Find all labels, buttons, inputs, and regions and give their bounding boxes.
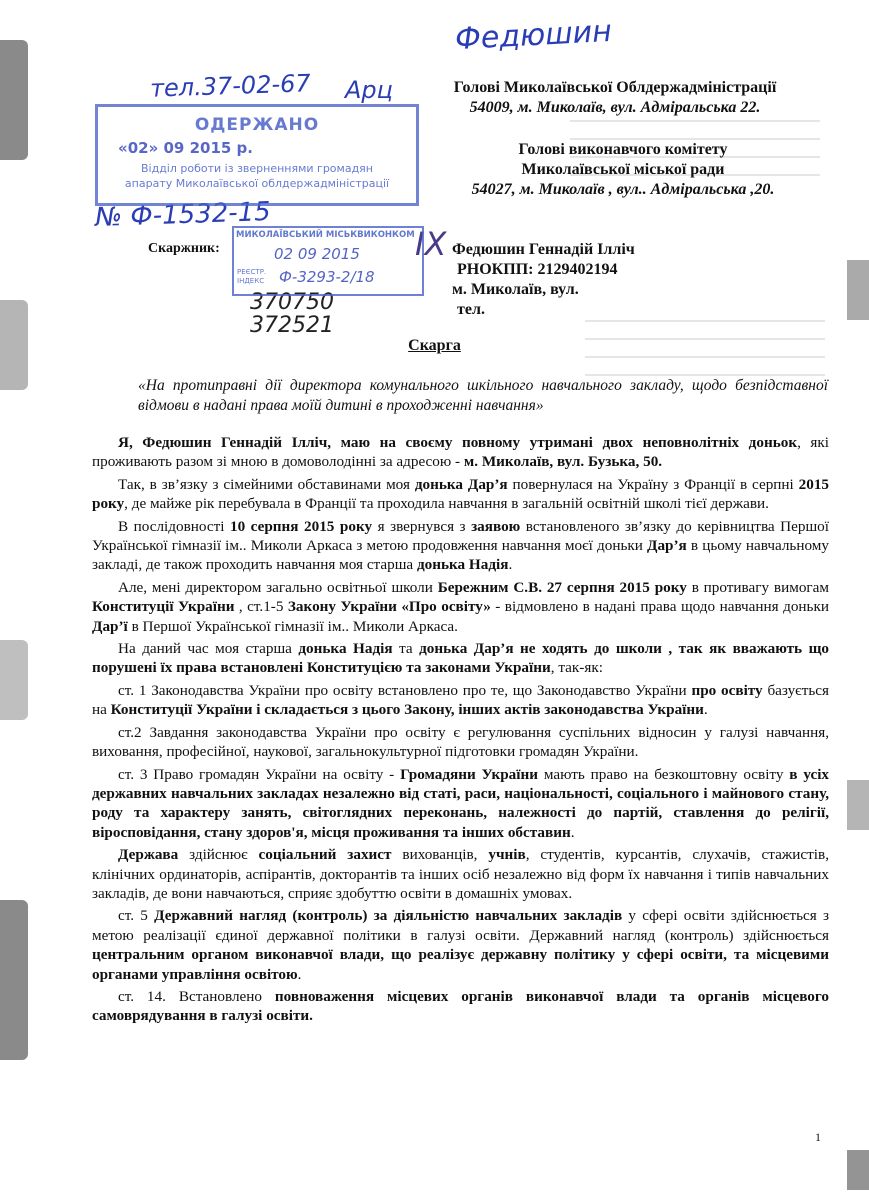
title-text: Скарга	[408, 337, 461, 354]
handwritten-number-1: 370750	[250, 290, 334, 315]
handwritten-name: Федюшин	[454, 13, 613, 58]
city-stamp-date: 02 09 2015	[274, 245, 360, 263]
scan-edge-right	[847, 780, 869, 830]
document-title	[0, 337, 869, 355]
paragraph-article-5: ст. 5 Державний нагляд (контроль) за діяльністю навчальних закладів у сфері освіти здійснюється з метою реалізації єдиної державної політики в галузі освіти. Державний нагляд (контроль) здійснюється центральним органом виконавчої влади, що реалізує державну політику у сфері освіти, та місцевими органами управління освітою.	[92, 907, 829, 983]
paragraph-article-14: ст. 14. Встановлено повноваження місцевих органів виконавчої влади та органів місцевого самоврядування в галузі освіти.	[92, 987, 830, 1025]
paragraph-article-2: ст.2 Завдання законодавства України про освіту є регулювання суспільних відносин у галузі навчання, виховання, професійної, наукової, загальнокультурної підготовки громадян України.	[92, 723, 829, 761]
paragraph-article-3: ст. 3 Право громадян України на освіту - Громадяни України мають право на безкоштовну освіту в усіх державних навчальних закладах незалежно від статі, раси, національності, соціального і майнового стану, роду та характеру занять, світоглядних переконань, належності до партій, ставлення до релігії, віросповідання, стану здоров'я, місця проживання та інших обставин.	[92, 765, 830, 841]
recipient-regional-title: Голові Миколаївської Облдержадміністрації	[453, 79, 777, 96]
scan-edge-left	[0, 900, 28, 1060]
stamp-title: ОДЕРЖАНО	[194, 115, 320, 135]
paragraph-article-1: ст. 1 Законодавства України про освіту встановлено про те, що Законодавство України про освіту базується на Конституції України і складається з цього Закону, інших актів законодавства України.	[92, 681, 829, 719]
recipient-regional	[430, 78, 800, 118]
city-stamp-title: МИКОЛАЇВСЬКИЙ МІСЬКВИКОНКОМ	[236, 230, 415, 240]
complainant-phone: тел.	[457, 301, 485, 318]
paragraph-4: Але, мені директором загально освітньої школи Бережним С.В. 27 серпня 2015 року в противагу вимогам Конституції України , ст.1-5 Закону України «Про освіту» - відмовлено в надані права щодо навчання доньки Дар’ї в Першої Української гімназії ім.. Миколи Аркаса.	[92, 578, 829, 635]
recipient-city-address: 54027, м. Миколаїв , вул.. Адміральська ,20.	[471, 181, 775, 198]
scan-edge-right	[847, 1150, 869, 1190]
complainant-city: м. Миколаїв, вул.	[452, 281, 579, 298]
complaint-body	[92, 433, 829, 1029]
handwritten-number-2: 372521	[250, 313, 334, 338]
paragraph-2: Так, в зв’язку з сімейними обставинами моя донька Дар’я повернулася на Україну з Франції в серпні 2015 року, де майже рік перебувала в Франції та проходила навчання в загальній освітній школі тієї держави.	[92, 475, 829, 513]
complainant-name: Федюшин Геннадій Ілліч	[452, 241, 635, 258]
complaint-subject: «На протиправні дії директора комунального шкільного навчального закладу, щодо безпідставної відмови в надані права моїй дитині в проходженні навчання»	[138, 377, 828, 414]
recipient-city	[438, 140, 808, 200]
city-stamp-reg-label: РЕЄСТР. ІНДЕКС	[237, 268, 267, 285]
handwritten-reg-number: № Ф-1532-15	[94, 196, 272, 234]
page-number: 1	[815, 1130, 821, 1144]
complainant-block	[452, 240, 635, 320]
received-stamp	[95, 104, 419, 206]
recipient-city-council: Миколаївської міської ради	[521, 161, 725, 178]
complainant-rnokpp: РНОКПП: 2129402194	[457, 261, 618, 278]
city-registration-stamp	[232, 226, 424, 296]
paragraph-3: В послідовності 10 серпня 2015 року я звернувся з заявою встановленого зв’язку до керівництва Першої Української гімназії ім.. Миколи Аркаса з метою продовження навчання моєї доньки Дар’я в цьому навчальному закладі, де також проходить навчання моя старша донька Надія.	[92, 517, 829, 574]
scan-edge-right	[847, 260, 869, 320]
paragraph-1: Я, Федюшин Геннадій Ілліч, маю на своєму повному утримані двох неповнолітніх доньок, які проживають разом зі мною в домоволодінні за адресою - м. Миколаїв, вул. Бузька, 50.	[92, 434, 829, 471]
recipient-city-title: Голові виконавчого комітету	[518, 141, 728, 158]
paragraph-state-protection: Держава здійснює соціальний захист вихованців, учнів, студентів, курсантів, слухачів, стажистів, клінічних ординаторів, аспірантів, докторантів та інших осіб незалежно від форм їх навчання і типів навчальних закладів, де вони навчаються, сприяє здобуттю освіти в домашніх умовах.	[92, 846, 829, 902]
stamp-line-2: апарату Миколаївської облдержадміністрації	[124, 177, 390, 190]
handwritten-roman: IX	[415, 225, 447, 263]
stamp-date: «02» 09 2015 р.	[118, 139, 253, 157]
handwritten-initials: Арц	[345, 76, 393, 104]
handwritten-phone: тел.37-02-67	[149, 69, 312, 103]
scan-edge-left	[0, 640, 28, 720]
paragraph-5: На даний час моя старша донька Надія та донька Дар’я не ходять до школи , так як вважають що порушені їх права встановлені Конституцією та законами України, так-як:	[92, 640, 829, 677]
recipient-regional-address: 54009, м. Миколаїв, вул. Адміральська 22.	[469, 99, 761, 116]
city-stamp-reg-value: Ф-3293-2/18	[279, 268, 375, 286]
complainant-label: Скаржник:	[148, 241, 220, 256]
stamp-line-1: Відділ роботи із зверненнями громадян	[140, 162, 373, 175]
scan-edge-left	[0, 40, 28, 160]
